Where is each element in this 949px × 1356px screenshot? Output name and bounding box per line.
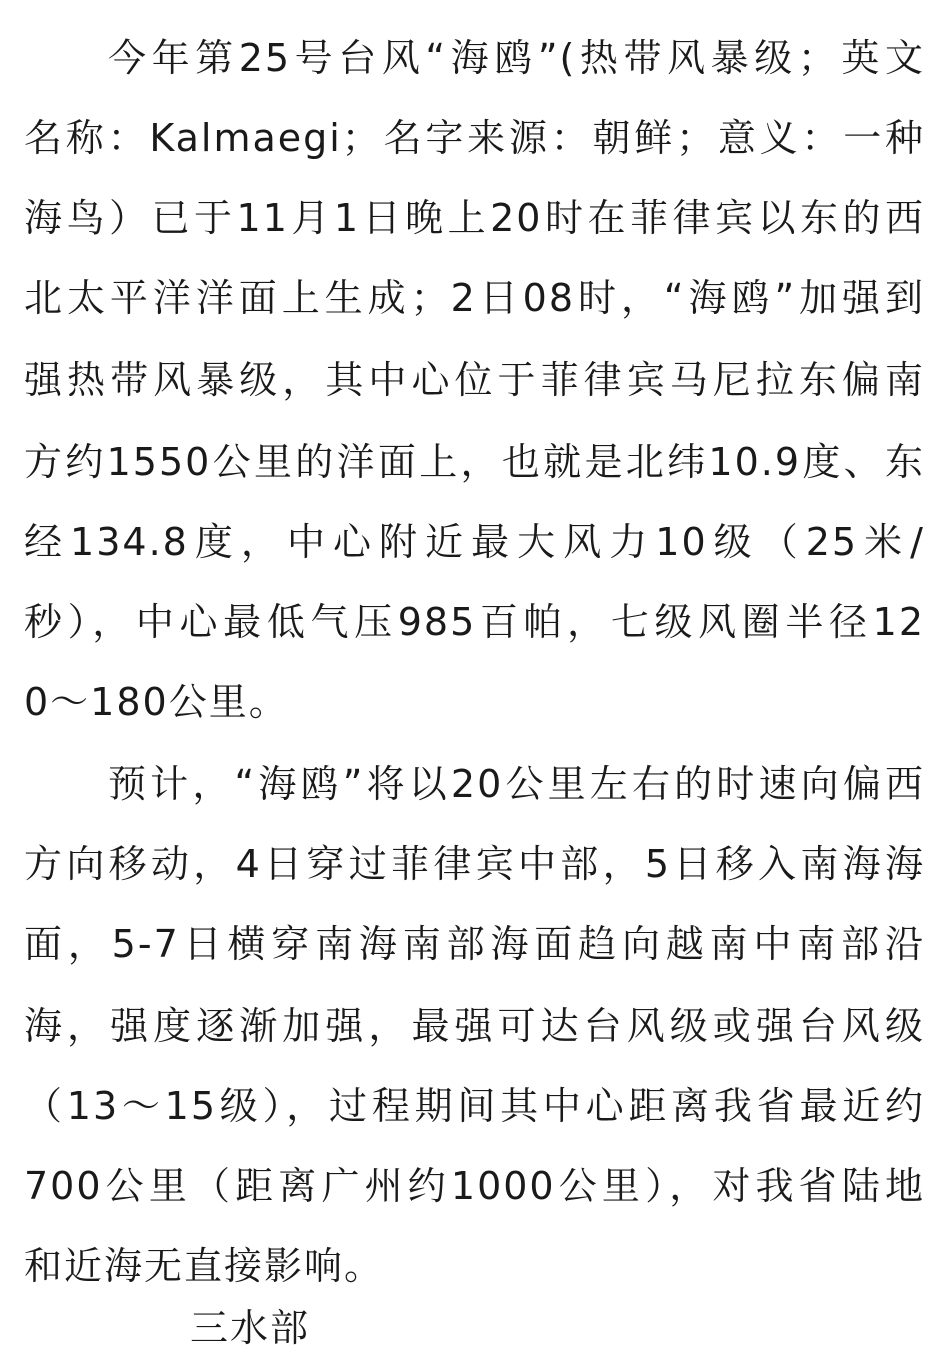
cut-off-next-line	[190, 1306, 350, 1350]
paragraph-2-line-3: 面，5-7日横穿南海南部海面趋向越南中南部沿	[24, 922, 925, 966]
paragraph-2-line-7: 和近海无直接影响。	[24, 1244, 385, 1288]
paragraph-1-line-2: 名称：Kalmaegi；名字来源：朝鲜；意义：一种	[24, 116, 925, 160]
paragraph-1-line-3: 海鸟）已于11月1日晚上20时在菲律宾以东的西	[24, 196, 925, 240]
paragraph-1-line-6: 方约1550公里的洋面上，也就是北纬10.9度、东	[24, 440, 925, 484]
paragraph-1-line-7: 经134.8度，中心附近最大风力10级（25米/	[24, 520, 925, 564]
paragraph-1-line-9: 0～180公里。	[24, 680, 289, 724]
paragraph-1-line-1: 今年第25号台风“海鸥”(热带风暴级；英文	[108, 36, 925, 80]
paragraph-2-line-1: 预计，“海鸥”将以20公里左右的时速向偏西	[108, 762, 925, 806]
paragraph-2-line-4: 海，强度逐渐加强，最强可达台风级或强台风级	[24, 1004, 925, 1048]
paragraph-1-line-4: 北太平洋洋面上生成；2日08时，“海鸥”加强到	[24, 276, 925, 320]
paragraph-2-line-6: 700公里（距离广州约1000公里），对我省陆地	[24, 1164, 925, 1208]
paragraph-1-line-5: 强热带风暴级，其中心位于菲律宾马尼拉东偏南	[24, 358, 925, 402]
paragraph-1-line-8: 秒），中心最低气压985百帕，七级风圈半径12	[24, 600, 925, 644]
paragraph-2-line-2: 方向移动，4日穿过菲律宾中部，5日移入南海海	[24, 842, 925, 886]
paragraph-2-line-5: （13～15级），过程期间其中心距离我省最近约	[24, 1084, 925, 1128]
cut-off-text: 三水部	[190, 1306, 311, 1350]
